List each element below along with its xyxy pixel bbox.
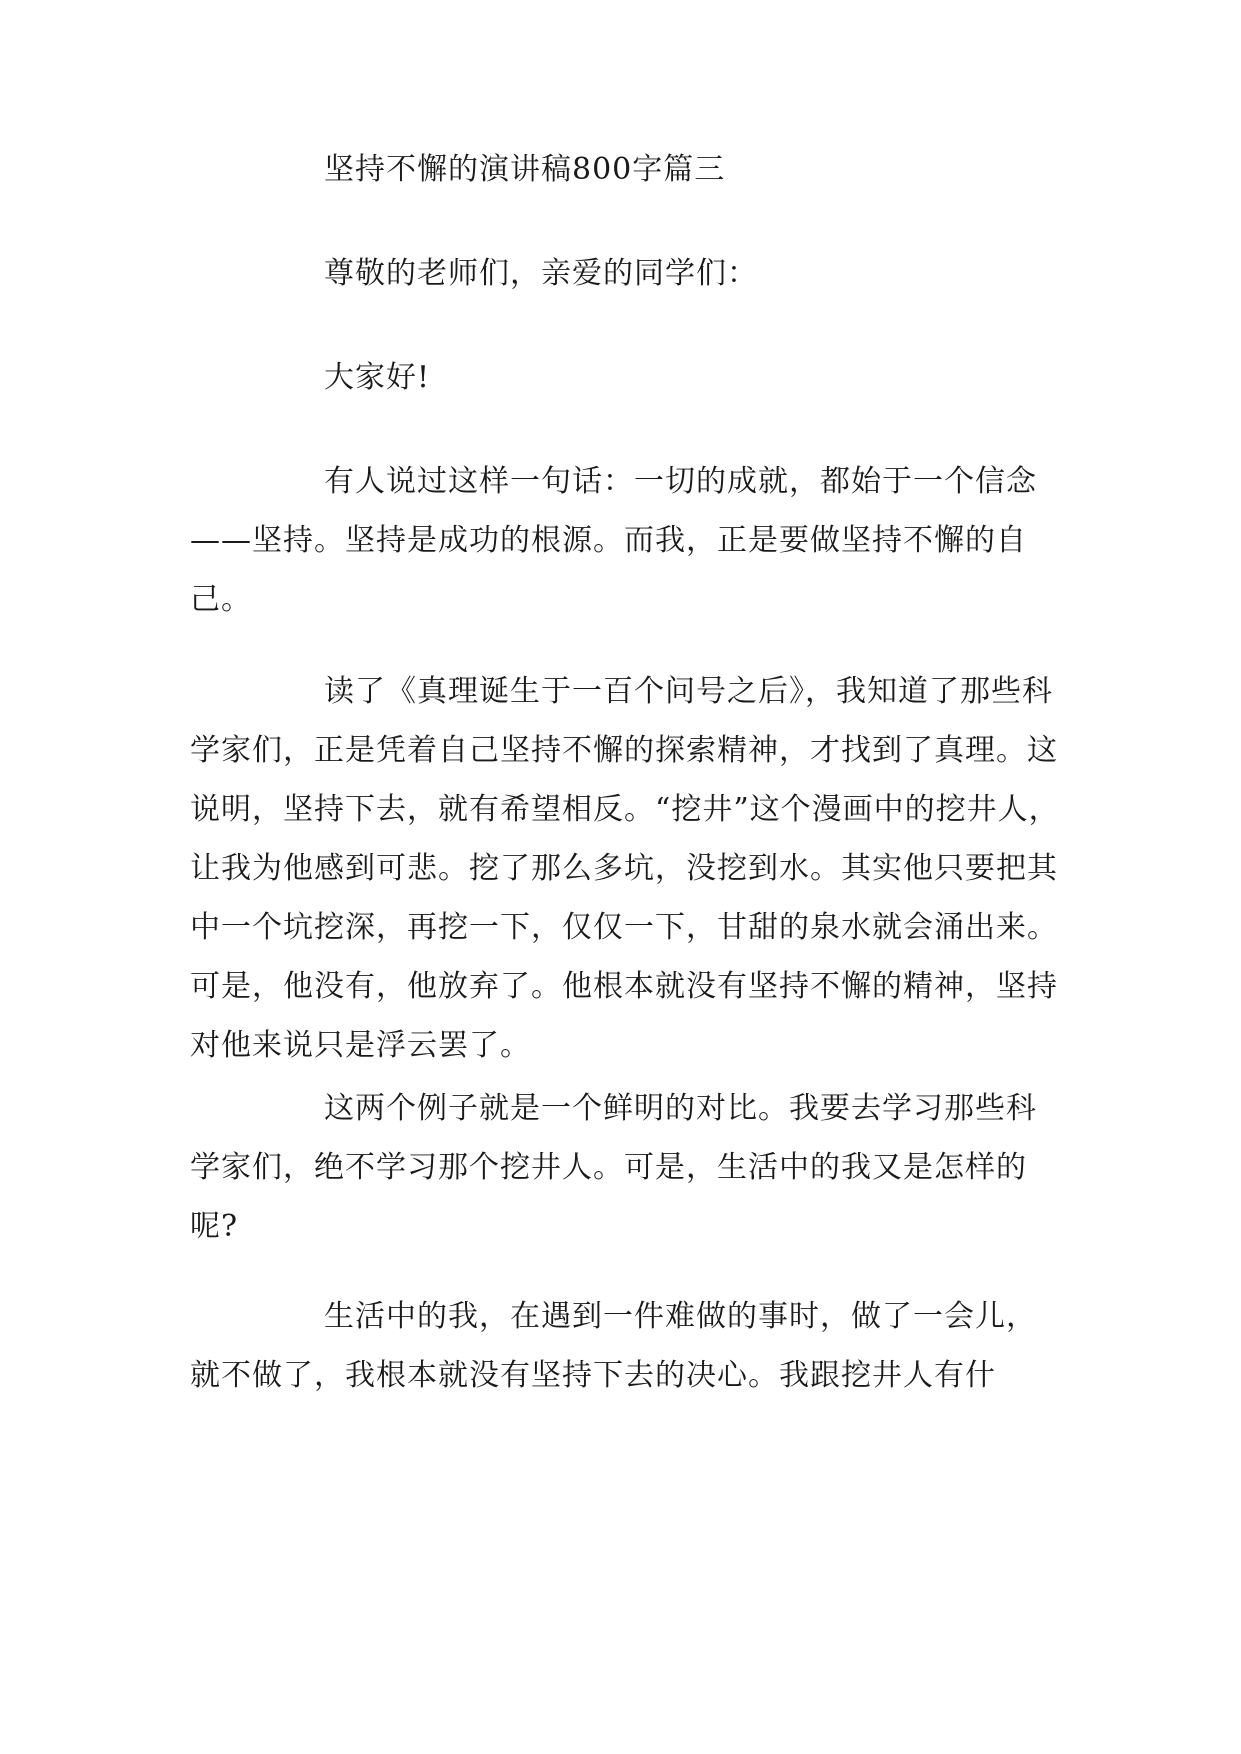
paragraph-2: 读了《真理诞生于一百个问号之后》，我知道了那些科学家们，正是凭着自己坚持不懈的探索精神，才找到了真理。这说明，坚持下去，就有希望相反。“挖井”这个漫画中的挖井人，让我为他感到可悲。挖了那么多坑，没挖到水。其实他只要把其中一个坑挖深，再挖一下，仅仅一下，甘甜的泉水就会涌出来。可是，他没有，他放弃了。他根本就没有坚持不懈的精神，坚持对他来说只是浮云罢了。 — [190, 674, 1060, 1063]
paragraph-3: 这两个例子就是一个鲜明的对比。我要去学习那些科学家们，绝不学习那个挖井人。可是，生活中的我又是怎样的呢? — [190, 1091, 1037, 1244]
document-title: 坚持不懈的演讲稿800字篇三 — [324, 152, 726, 187]
paragraph-4: 生活中的我，在遇到一件难做的事时，做了一会儿，就不做了，我根本就没有坚持下去的决心。我跟挖井人有什 — [190, 1299, 1037, 1393]
paragraph-1: 有人说过这样一句话：一切的成就，都始于一个信念——坚持。坚持是成功的根源。而我，正是要做坚持不懈的自己。 — [190, 464, 1037, 617]
greeting: 大家好! — [324, 360, 431, 395]
salutation: 尊敬的老师们，亲爱的同学们： — [324, 256, 758, 291]
